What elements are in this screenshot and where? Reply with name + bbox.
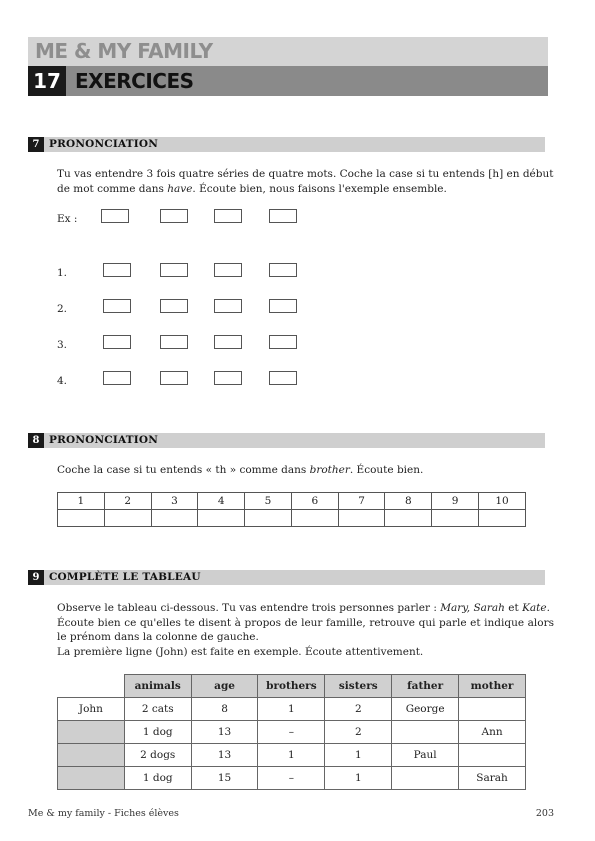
instr-text: Observe le tableau ci-dessous. Tu vas entendre trois personnes parler : [57, 602, 441, 614]
column-header: animals [124, 675, 191, 698]
checkbox[interactable] [214, 209, 242, 223]
checkbox[interactable] [160, 299, 188, 313]
checkbox[interactable] [103, 335, 131, 349]
row-label-4: 4. [57, 375, 68, 387]
footer-text: Me & my family - Fiches élèves [28, 808, 179, 819]
number-cell: 6 [291, 493, 338, 510]
answer-cell[interactable] [385, 510, 432, 527]
answer-cell[interactable] [104, 510, 151, 527]
name-answer-cell[interactable] [58, 744, 125, 767]
table-cell: 1 [258, 698, 325, 721]
answer-cell[interactable] [245, 510, 292, 527]
table-cell: 1 [258, 744, 325, 767]
checkbox[interactable] [269, 263, 297, 277]
checkbox[interactable] [103, 263, 131, 277]
checkbox[interactable] [269, 209, 297, 223]
section-8-instructions [57, 463, 554, 478]
column-header: mother [459, 675, 526, 698]
table-cell: Ann [459, 721, 526, 744]
checkbox[interactable] [269, 299, 297, 313]
instr-text: et [504, 602, 523, 614]
table-cell: 1 [325, 767, 392, 790]
number-cell: 9 [432, 493, 479, 510]
section-title: PRONONCIATION [49, 434, 159, 446]
page-number: 203 [535, 808, 554, 819]
checkbox[interactable] [160, 371, 188, 385]
name-answer-cell[interactable] [58, 721, 125, 744]
row-label-1: 1. [57, 267, 68, 279]
table-cell: George [392, 698, 459, 721]
answer-cell[interactable] [58, 510, 105, 527]
chapter-subtitle-bar [28, 66, 548, 96]
section-7-header [28, 137, 545, 152]
number-cell: 7 [338, 493, 385, 510]
checkbox[interactable] [214, 299, 242, 313]
table-cell [459, 698, 526, 721]
checkbox[interactable] [160, 335, 188, 349]
instr-emphasis: Mary, Sarah [440, 602, 505, 614]
section-title: COMPLÈTE LE TABLEAU [49, 571, 201, 583]
table-cell: 1 dog [124, 721, 191, 744]
instr-text: . [546, 602, 550, 614]
instr-text: . Écoute bien. [349, 464, 424, 476]
table-cell: 13 [191, 721, 258, 744]
checkbox[interactable] [214, 335, 242, 349]
table-cell: – [258, 721, 325, 744]
chapter-title-bar [28, 37, 548, 66]
checkbox[interactable] [160, 263, 188, 277]
row-label-2: 2. [57, 303, 68, 315]
table-row [58, 744, 526, 767]
table-row [58, 698, 526, 721]
table-cell [459, 744, 526, 767]
th-answer-table [57, 492, 526, 527]
section-number: 7 [28, 137, 44, 152]
instr-text: Coche la case si tu entends « th » comme dans [57, 464, 310, 476]
table-cell: Sarah [459, 767, 526, 790]
answer-cell[interactable] [479, 510, 526, 527]
name-cell: John [58, 698, 125, 721]
table-cell: 15 [191, 767, 258, 790]
checkbox[interactable] [214, 371, 242, 385]
instr-emphasis: have [167, 182, 193, 195]
table-row [58, 767, 526, 790]
table-cell: 2 dogs [124, 744, 191, 767]
chapter-title: ME & MY FAMILY [35, 39, 213, 63]
column-header: brothers [258, 675, 325, 698]
name-answer-cell[interactable] [58, 767, 125, 790]
table-cell: 2 [325, 721, 392, 744]
table-cell: 2 [325, 698, 392, 721]
blank-header-cell [58, 675, 125, 698]
table-cell: 8 [191, 698, 258, 721]
table-cell [392, 767, 459, 790]
number-cell: 5 [245, 493, 292, 510]
answer-cell[interactable] [432, 510, 479, 527]
checkbox[interactable] [269, 335, 297, 349]
chapter-number: 17 [28, 66, 66, 96]
instr-line-1 [57, 601, 554, 616]
number-cell: 8 [385, 493, 432, 510]
instr-text: . Écoute bien, nous faisons l'exemple ensemble. [192, 182, 447, 195]
instr-line-2: Écoute bien ce qu'elles te disent à propos de leur famille, retrouve qui parle et indique alors le prénom dans la colonne de gauche. [57, 616, 554, 643]
family-table [57, 674, 526, 790]
section-number: 8 [28, 433, 44, 448]
answer-cell[interactable] [338, 510, 385, 527]
section-title: PRONONCIATION [49, 138, 159, 150]
checkbox[interactable] [160, 209, 188, 223]
number-cell: 1 [58, 493, 105, 510]
number-cell: 3 [151, 493, 198, 510]
section-7-instructions [57, 167, 554, 196]
column-header: sisters [325, 675, 392, 698]
column-header: father [392, 675, 459, 698]
answer-cell[interactable] [291, 510, 338, 527]
table-cell: 13 [191, 744, 258, 767]
instr-emphasis: brother [309, 464, 350, 476]
section-9-instructions [57, 601, 554, 659]
chapter-subtitle: EXERCICES [75, 69, 194, 93]
instr-line-3: La première ligne (John) est faite en exemple. Écoute attentivement. [57, 645, 424, 658]
table-header-row [58, 675, 526, 698]
number-cell: 2 [104, 493, 151, 510]
instr-emphasis: Kate [522, 602, 547, 614]
table-row [58, 493, 526, 510]
table-cell: 1 dog [124, 767, 191, 790]
checkbox[interactable] [269, 371, 297, 385]
checkbox[interactable] [103, 371, 131, 385]
section-number: 9 [28, 570, 44, 585]
table-cell: – [258, 767, 325, 790]
table-cell [392, 721, 459, 744]
row-label-3: 3. [57, 339, 68, 351]
number-cell: 4 [198, 493, 245, 510]
column-header: age [191, 675, 258, 698]
checkbox[interactable] [101, 209, 129, 223]
table-cell: 1 [325, 744, 392, 767]
table-cell: 2 cats [124, 698, 191, 721]
section-8-header [28, 433, 545, 448]
instr-text: Tu vas entendre 3 fois quatre séries de quatre mots. Coche la case si tu entends [h] en début de mot comme dans [57, 168, 554, 195]
answer-cell[interactable] [198, 510, 245, 527]
checkbox[interactable] [103, 299, 131, 313]
row-label-example: Ex : [57, 213, 78, 225]
answer-cell[interactable] [151, 510, 198, 527]
table-row [58, 510, 526, 527]
section-9-header [28, 570, 545, 585]
checkbox[interactable] [214, 263, 242, 277]
table-row [58, 721, 526, 744]
number-cell: 10 [479, 493, 526, 510]
table-cell: Paul [392, 744, 459, 767]
